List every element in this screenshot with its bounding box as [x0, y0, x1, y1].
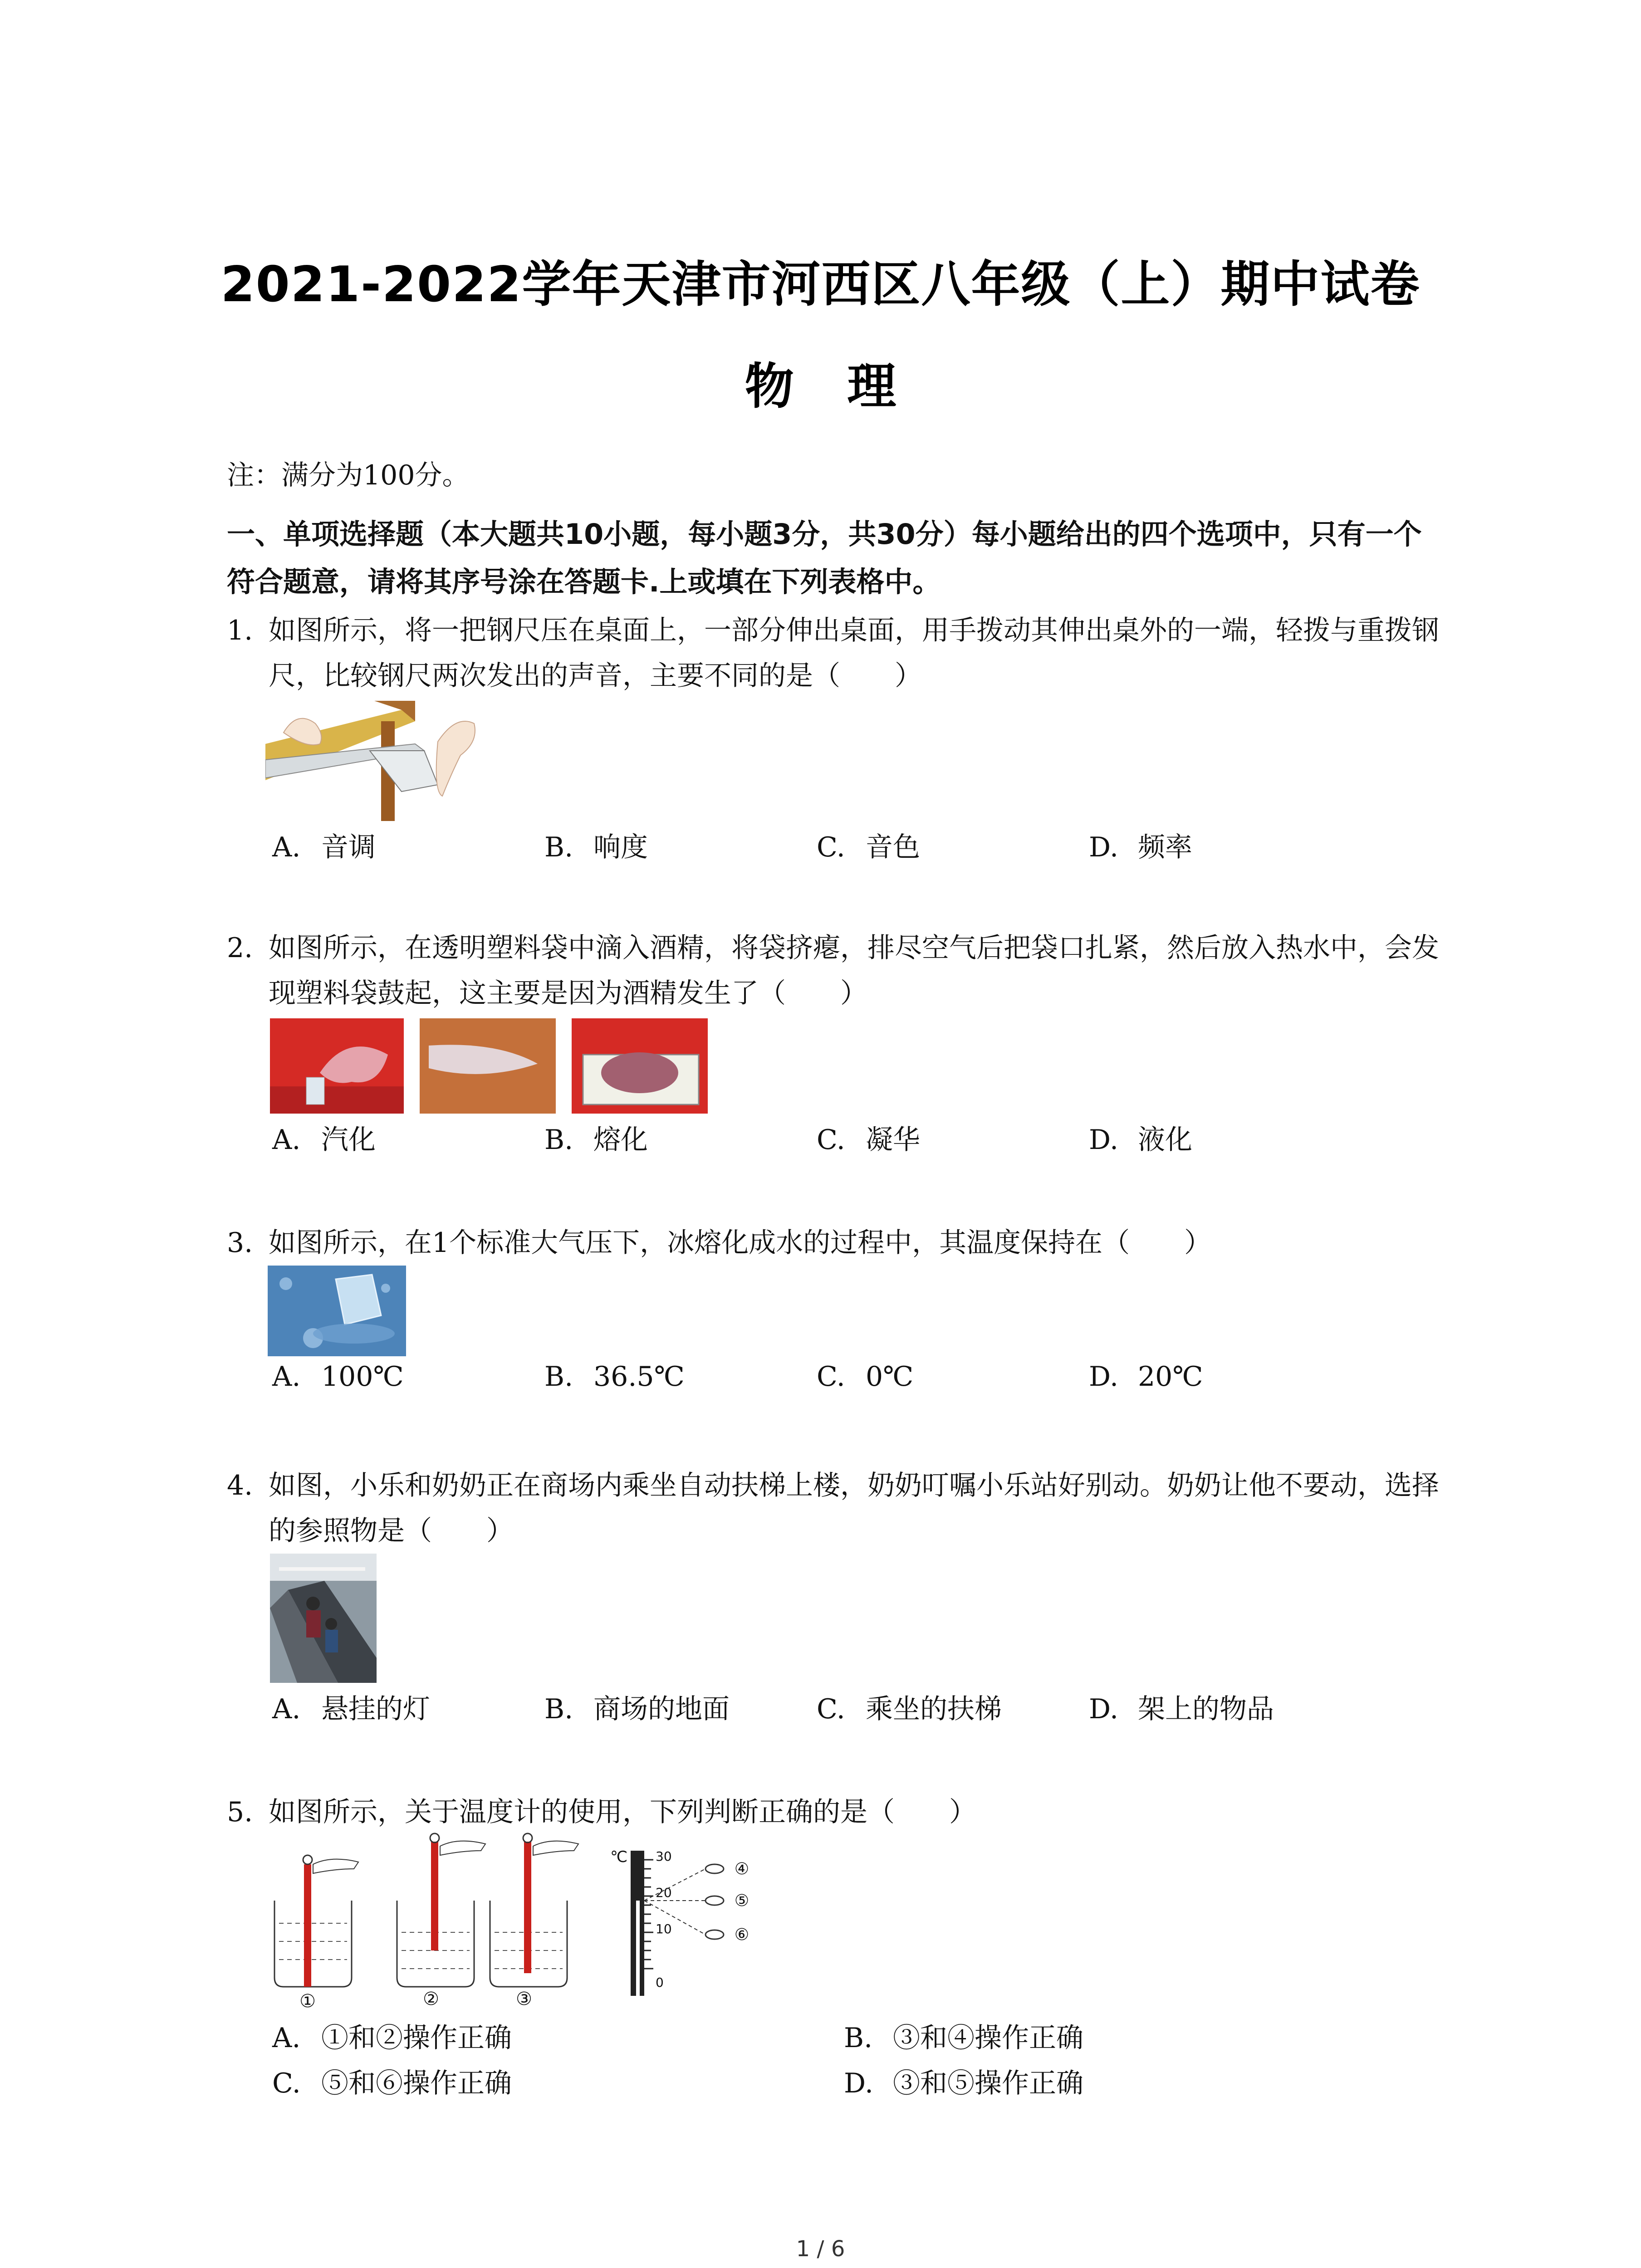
question-4: [227, 1463, 1443, 1554]
melting-ice-photo: [268, 1266, 406, 1356]
question-number: 2.: [227, 932, 253, 964]
option-b[interactable]: B. 商场的地面: [544, 1693, 730, 1725]
option-d[interactable]: D. ③和⑤操作正确: [844, 2068, 1083, 2099]
option-d[interactable]: D. 架上的物品: [1089, 1693, 1274, 1725]
question-5: [227, 1789, 1443, 1835]
question-text: 如图所示，将一把钢尺压在桌面上，一部分伸出桌面，用手拨动其伸出桌外的一端，轻拨与重拨钢尺，比较钢尺两次发出的声音，主要不同的是（ ）: [269, 615, 1439, 692]
scale-tick: 0: [656, 1975, 664, 1990]
option-b[interactable]: B. 响度: [544, 831, 648, 863]
question-number: 1.: [227, 615, 253, 646]
eye-label-5: ⑤: [734, 1892, 749, 1910]
score-note: 注：满分为100分。: [227, 459, 470, 491]
subject-title: 物 理: [745, 358, 896, 415]
option-b[interactable]: B. 36.5℃: [544, 1361, 685, 1393]
option-d[interactable]: D. 频率: [1089, 831, 1192, 863]
option-b[interactable]: B. ③和④操作正确: [844, 2022, 1083, 2054]
beaker-label-1: ①: [299, 1991, 316, 2009]
exam-title: 2021-2022学年天津市河西区八年级（上）期中试卷: [220, 256, 1421, 313]
option-a[interactable]: A. 音调: [272, 831, 376, 863]
question-number: 3.: [227, 1227, 253, 1259]
eye-label-4: ④: [734, 1860, 749, 1878]
alcohol-bag-photos: [270, 1018, 708, 1114]
option-c[interactable]: C. 凝华: [817, 1124, 920, 1156]
question-text: 如图，小乐和奶奶正在商场内乘坐自动扶梯上楼，奶奶叮嘱小乐站好别动。奶奶让他不要动，选择的参照物是（ ）: [269, 1470, 1439, 1547]
scale-tick: 10: [656, 1921, 672, 1936]
option-d[interactable]: D. 20℃: [1089, 1361, 1203, 1393]
option-d[interactable]: D. 液化: [1089, 1124, 1192, 1156]
option-b[interactable]: B. 熔化: [544, 1124, 648, 1156]
page-number: 1 / 6: [796, 2236, 845, 2262]
option-a[interactable]: A. 100℃: [272, 1361, 404, 1393]
ruler-on-table-figure: [265, 701, 488, 821]
question-2: [227, 925, 1443, 1016]
question-text: 如图所示，关于温度计的使用，下列判断正确的是（ ）: [269, 1796, 976, 1828]
thermometer-unit: ℃: [610, 1848, 628, 1866]
option-c[interactable]: C. 乘坐的扶梯: [817, 1693, 1002, 1725]
question-text: 如图所示，在1个标准大气压下，冰熔化成水的过程中，其温度保持在（ ）: [269, 1227, 1212, 1259]
option-c[interactable]: C. 音色: [817, 831, 920, 863]
escalator-photo: [270, 1554, 377, 1683]
scale-tick: 20: [656, 1885, 672, 1900]
option-c[interactable]: C. 0℃: [817, 1361, 914, 1393]
question-number: 4.: [227, 1470, 253, 1501]
thermometer-usage-figure: [268, 1833, 762, 2009]
eye-label-6: ⑥: [734, 1926, 749, 1944]
question-text: 如图所示，在透明塑料袋中滴入酒精，将袋挤瘪，排尽空气后把袋口扎紧，然后放入热水中，会发现塑料袋鼓起，这主要是因为酒精发生了（ ）: [269, 932, 1439, 1009]
option-a[interactable]: A. 汽化: [272, 1124, 376, 1156]
option-a[interactable]: A. 悬挂的灯: [272, 1693, 430, 1725]
scale-tick: 30: [656, 1849, 672, 1864]
option-c[interactable]: C. ⑤和⑥操作正确: [272, 2068, 512, 2099]
question-3: [227, 1220, 1443, 1266]
option-a[interactable]: A. ①和②操作正确: [272, 2022, 512, 2054]
section-heading: 一、单项选择题（本大题共10小题，每小题3分，共30分）每小题给出的四个选项中，只有一个符合题意，请将其序号涂在答题卡.上或填在下列表格中。: [227, 518, 1422, 598]
beaker-label-2: ②: [423, 1989, 439, 2009]
beaker-label-3: ③: [516, 1989, 532, 2009]
question-number: 5.: [227, 1796, 253, 1828]
question-1: [227, 608, 1443, 699]
